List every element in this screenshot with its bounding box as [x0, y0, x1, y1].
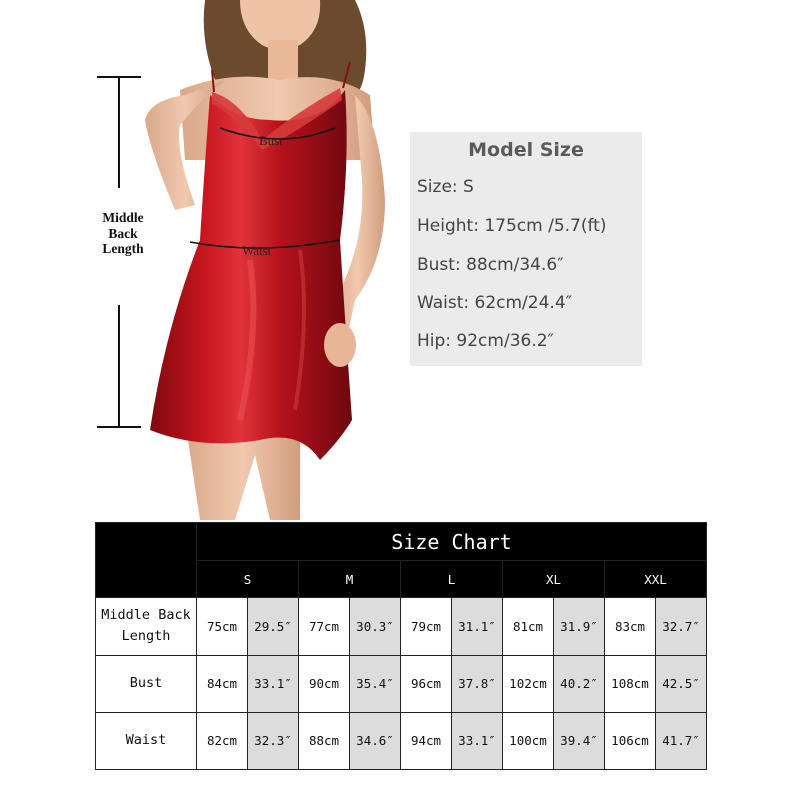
size-header: S	[197, 561, 299, 598]
cm-cell: 81cm	[503, 598, 554, 655]
inch-cell: 32.3″	[248, 712, 299, 769]
inch-cell: 40.2″	[554, 655, 605, 712]
middle-back-length-label: Middle Back Length	[102, 210, 144, 256]
product-photo	[120, 0, 410, 520]
cm-cell: 96cm	[401, 655, 452, 712]
cm-cell: 108cm	[605, 655, 656, 712]
size-header: L	[401, 561, 503, 598]
measure-bottom-line	[118, 305, 120, 427]
cm-cell: 84cm	[197, 655, 248, 712]
inch-cell: 37.8″	[452, 655, 503, 712]
model-size-bust: Bust: 88cm/34.6″	[417, 255, 564, 275]
size-chart-table	[95, 522, 707, 770]
measure-bottom-cap	[97, 426, 141, 428]
cm-cell: 79cm	[401, 598, 452, 655]
model-size-hip: Hip: 92cm/36.2″	[417, 331, 554, 351]
table-row	[96, 598, 707, 655]
bust-label: Bust	[259, 133, 283, 148]
waist-label: Waist	[242, 243, 272, 258]
cm-cell: 106cm	[605, 712, 656, 769]
inch-cell: 42.5″	[656, 655, 707, 712]
inch-cell: 39.4″	[554, 712, 605, 769]
inch-cell: 31.9″	[554, 598, 605, 655]
cm-cell: 102cm	[503, 655, 554, 712]
inch-cell: 34.6″	[350, 712, 401, 769]
inch-cell: 35.4″	[350, 655, 401, 712]
cm-cell: 75cm	[197, 598, 248, 655]
model-size-size: Size: S	[417, 177, 474, 197]
inch-cell: 31.1″	[452, 598, 503, 655]
model-size-title: Model Size	[468, 139, 584, 161]
inch-cell: 29.5″	[248, 598, 299, 655]
model-size-height: Height: 175cm /5.7(ft)	[417, 216, 607, 236]
measure-top-line	[118, 76, 120, 188]
inch-cell: 30.3″	[350, 598, 401, 655]
row-label: Middle Back Length	[96, 598, 197, 655]
size-chart-title: Size Chart	[197, 523, 707, 561]
size-header: XXL	[605, 561, 707, 598]
inch-cell: 41.7″	[656, 712, 707, 769]
cm-cell: 90cm	[299, 655, 350, 712]
table-row	[96, 712, 707, 769]
size-header: M	[299, 561, 401, 598]
model-size-panel	[410, 132, 642, 366]
table-row	[96, 655, 707, 712]
model-size-waist: Waist: 62cm/24.4″	[417, 293, 572, 313]
cm-cell: 77cm	[299, 598, 350, 655]
corner-cell	[96, 523, 197, 598]
size-header: XL	[503, 561, 605, 598]
cm-cell: 88cm	[299, 712, 350, 769]
row-label: Bust	[96, 655, 197, 712]
inch-cell: 33.1″	[452, 712, 503, 769]
inch-cell: 32.7″	[656, 598, 707, 655]
row-label: Waist	[96, 712, 197, 769]
cm-cell: 83cm	[605, 598, 656, 655]
cm-cell: 100cm	[503, 712, 554, 769]
cm-cell: 94cm	[401, 712, 452, 769]
inch-cell: 33.1″	[248, 655, 299, 712]
cm-cell: 82cm	[197, 712, 248, 769]
